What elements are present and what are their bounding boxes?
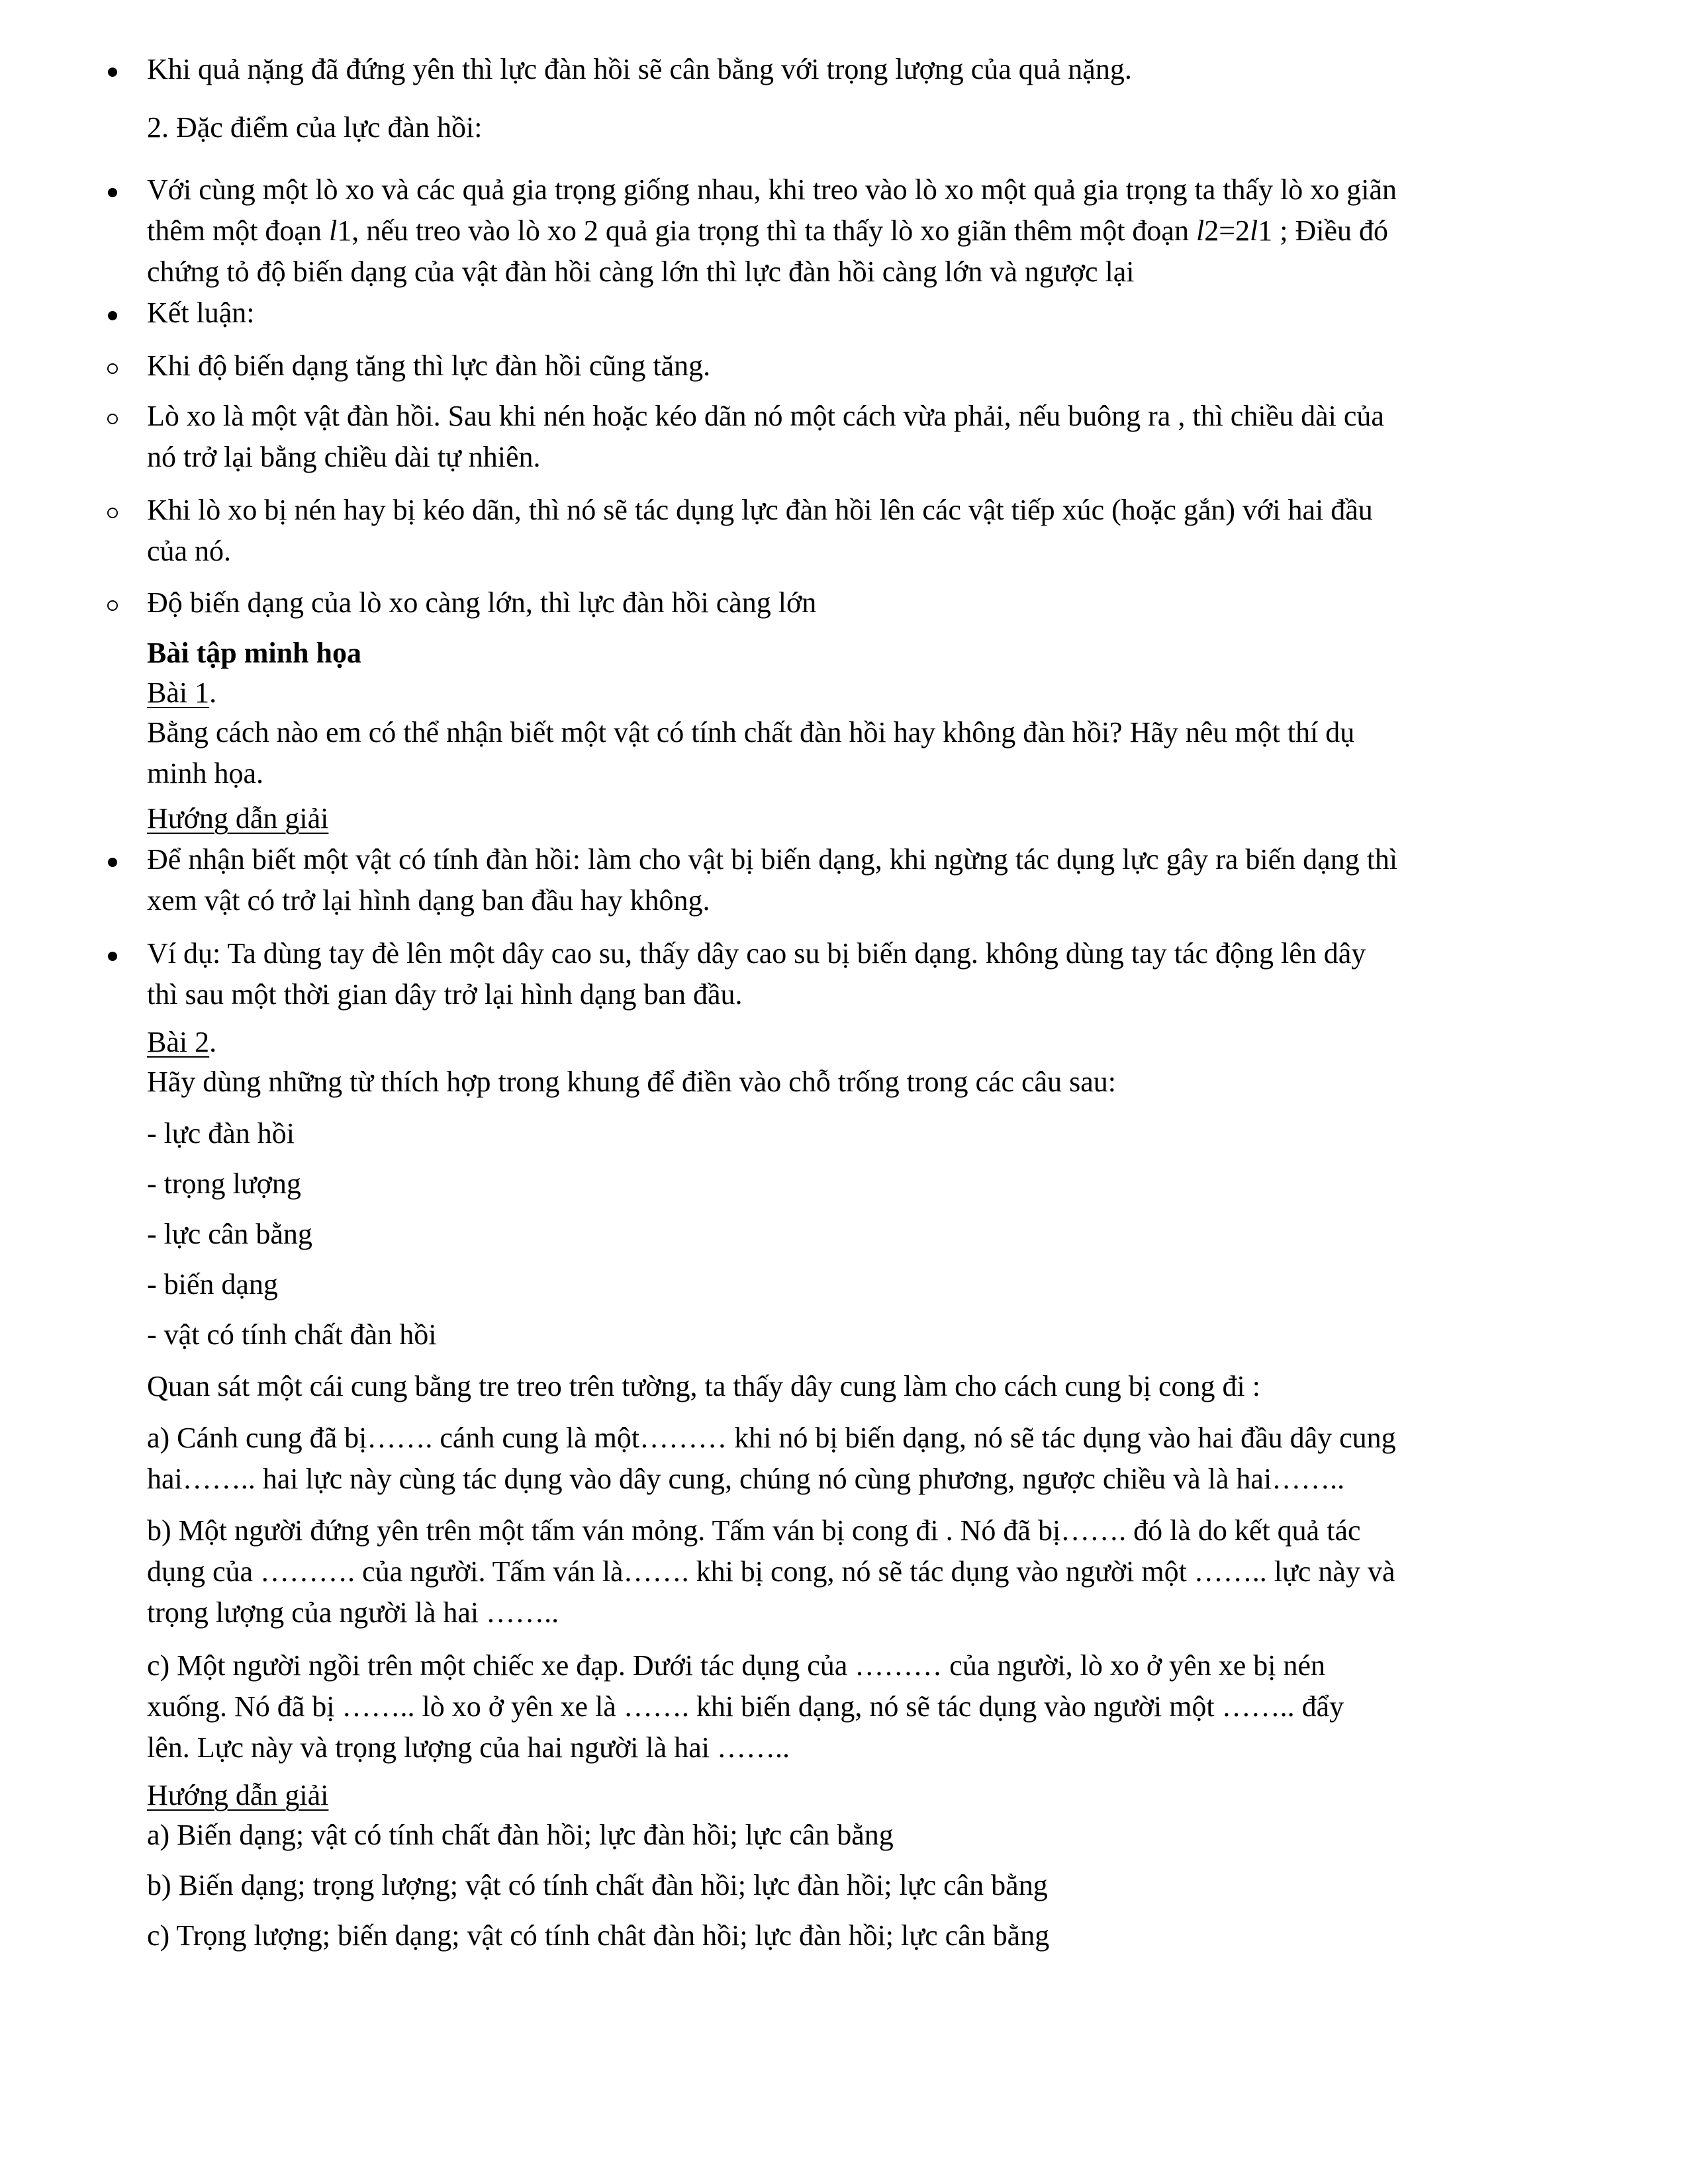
- paragraph-line: chứng tỏ độ biến dạng của vật đàn hồi càng lớn thì lực đàn hồi càng lớn và ngược lại: [147, 255, 1135, 288]
- exercise-1-label: Bài 1.: [147, 676, 217, 709]
- exercise-2-intro: Hãy dùng những từ thích hợp trong khung để điền vào chỗ trống trong các câu sau:: [147, 1066, 1116, 1098]
- question-b-line: trọng lượng của người là hai ……..: [147, 1596, 559, 1629]
- word-option: - vật có tính chất đàn hồi: [147, 1318, 437, 1351]
- conclusion-item: của nó.: [147, 535, 232, 567]
- bullet-icon: [99, 293, 126, 334]
- question-c-line: xuống. Nó đã bị …….. lò xo ở yên xe là ……. khi biến dạng, nó sẽ tác dụng vào người một …….. đẩy: [147, 1690, 1344, 1723]
- solution-label: Hướng dẫn giải: [147, 802, 329, 835]
- conclusion-item: nó trở lại bằng chiều dài tự nhiên.: [147, 441, 541, 473]
- exercise-2-label: Bài 2.: [147, 1026, 217, 1058]
- question-a-line: hai…….. hai lực này cùng tác dụng vào dây cung, chúng nó cùng phương, ngược chiều và là hai……..: [147, 1463, 1345, 1495]
- exercise-1-question: Bằng cách nào em có thể nhận biết một vật có tính chất đàn hồi hay không đàn hồi? Hãy nêu một thí dụ: [147, 716, 1355, 749]
- bullet-icon: [99, 839, 126, 880]
- word-option: - biến dạng: [147, 1268, 278, 1300]
- word-option: - lực đàn hồi: [147, 1117, 295, 1150]
- word-option: - trọng lượng: [147, 1167, 301, 1200]
- exercise-1-question: minh họa.: [147, 757, 263, 790]
- exercises-heading: Bài tập minh họa: [147, 637, 361, 669]
- question-b-line: b) Một người đứng yên trên một tấm ván mỏng. Tấm ván bị cong đi . Nó đã bị……. đó là do kết quả tác: [147, 1514, 1361, 1547]
- question-a-line: a) Cánh cung đã bị……. cánh cung là một……… khi nó bị biến dạng, nó sẽ tác dụng vào hai đầu dây cung: [147, 1422, 1396, 1454]
- answer-line: Để nhận biết một vật có tính đàn hồi: làm cho vật bị biến dạng, khi ngừng tác dụng lực gây ra biến dạng thì: [147, 843, 1398, 876]
- bullet-icon: [99, 169, 126, 210]
- question-c-line: lên. Lực này và trọng lượng của hai người là hai ……..: [147, 1731, 790, 1764]
- answer-b: b) Biến dạng; trọng lượng; vật có tính chất đàn hồi; lực đàn hồi; lực cân bằng: [147, 1869, 1048, 1901]
- solution-label: Hướng dẫn giải: [147, 1779, 329, 1811]
- conclusion-item: Lò xo là một vật đàn hồi. Sau khi nén hoặc kéo dãn nó một cách vừa phải, nếu buông ra , thì chiều dài của: [147, 400, 1384, 432]
- paragraph-line: Với cùng một lò xo và các quả gia trọng giống nhau, khi treo vào lò xo một quả gia trọng ta thấy lò xo giãn: [147, 173, 1397, 206]
- section-heading: 2. Đặc điểm của lực đàn hồi:: [147, 111, 483, 144]
- answer-a: a) Biến dạng; vật có tính chất đàn hồi; lực đàn hồi; lực cân bằng: [147, 1819, 894, 1851]
- sub-bullet-icon: [99, 582, 126, 623]
- conclusion-item: Khi độ biến dạng tăng thì lực đàn hồi cũng tăng.: [147, 349, 711, 382]
- observation-text: Quan sát một cái cung bằng tre treo trên tường, ta thấy dây cung làm cho cách cung bị cong đi :: [147, 1370, 1260, 1402]
- bullet-icon: [99, 933, 126, 974]
- theory-bullet-equilibrium: Khi quả nặng đã đứng yên thì lực đàn hồi sẽ cân bằng với trọng lượng của quả nặng.: [147, 53, 1132, 85]
- word-option: - lực cân bằng: [147, 1218, 312, 1250]
- answer-c: c) Trọng lượng; biến dạng; vật có tính chât đàn hồi; lực đàn hồi; lực cân bằng: [147, 1919, 1050, 1952]
- conclusion-label: Kết luận:: [147, 296, 255, 329]
- conclusion-item: Độ biến dạng của lò xo càng lớn, thì lực đàn hồi càng lớn: [147, 586, 817, 619]
- answer-line: thì sau một thời gian dây trở lại hình dạng ban đầu.: [147, 978, 743, 1011]
- sub-bullet-icon: [99, 396, 126, 437]
- conclusion-item: Khi lò xo bị nén hay bị kéo dãn, thì nó sẽ tác dụng lực đàn hồi lên các vật tiếp xúc (hoặc gắn) với hai đầu: [147, 494, 1373, 526]
- answer-line: xem vật có trở lại hình dạng ban đầu hay không.: [147, 884, 710, 917]
- question-b-line: dụng của ………. của người. Tấm ván là……. khi bị cong, nó sẽ tác dụng vào người một …….. lực này và: [147, 1555, 1395, 1588]
- sub-bullet-icon: [99, 490, 126, 531]
- answer-line: Ví dụ: Ta dùng tay đè lên một dây cao su, thấy dây cao su bị biến dạng. không dùng tay tác động lên dây: [147, 937, 1366, 970]
- question-c-line: c) Một người ngồi trên một chiếc xe đạp. Dưới tác dụng của ……… của người, lò xo ở yên xe bị nén: [147, 1649, 1325, 1682]
- bullet-icon: [99, 49, 126, 90]
- paragraph-line: thêm một đoạn l1, nếu treo vào lò xo 2 quả gia trọng thì ta thấy lò xo giãn thêm một đoạn l2=2l1 ; Điều đó: [147, 214, 1389, 247]
- sub-bullet-icon: [99, 345, 126, 387]
